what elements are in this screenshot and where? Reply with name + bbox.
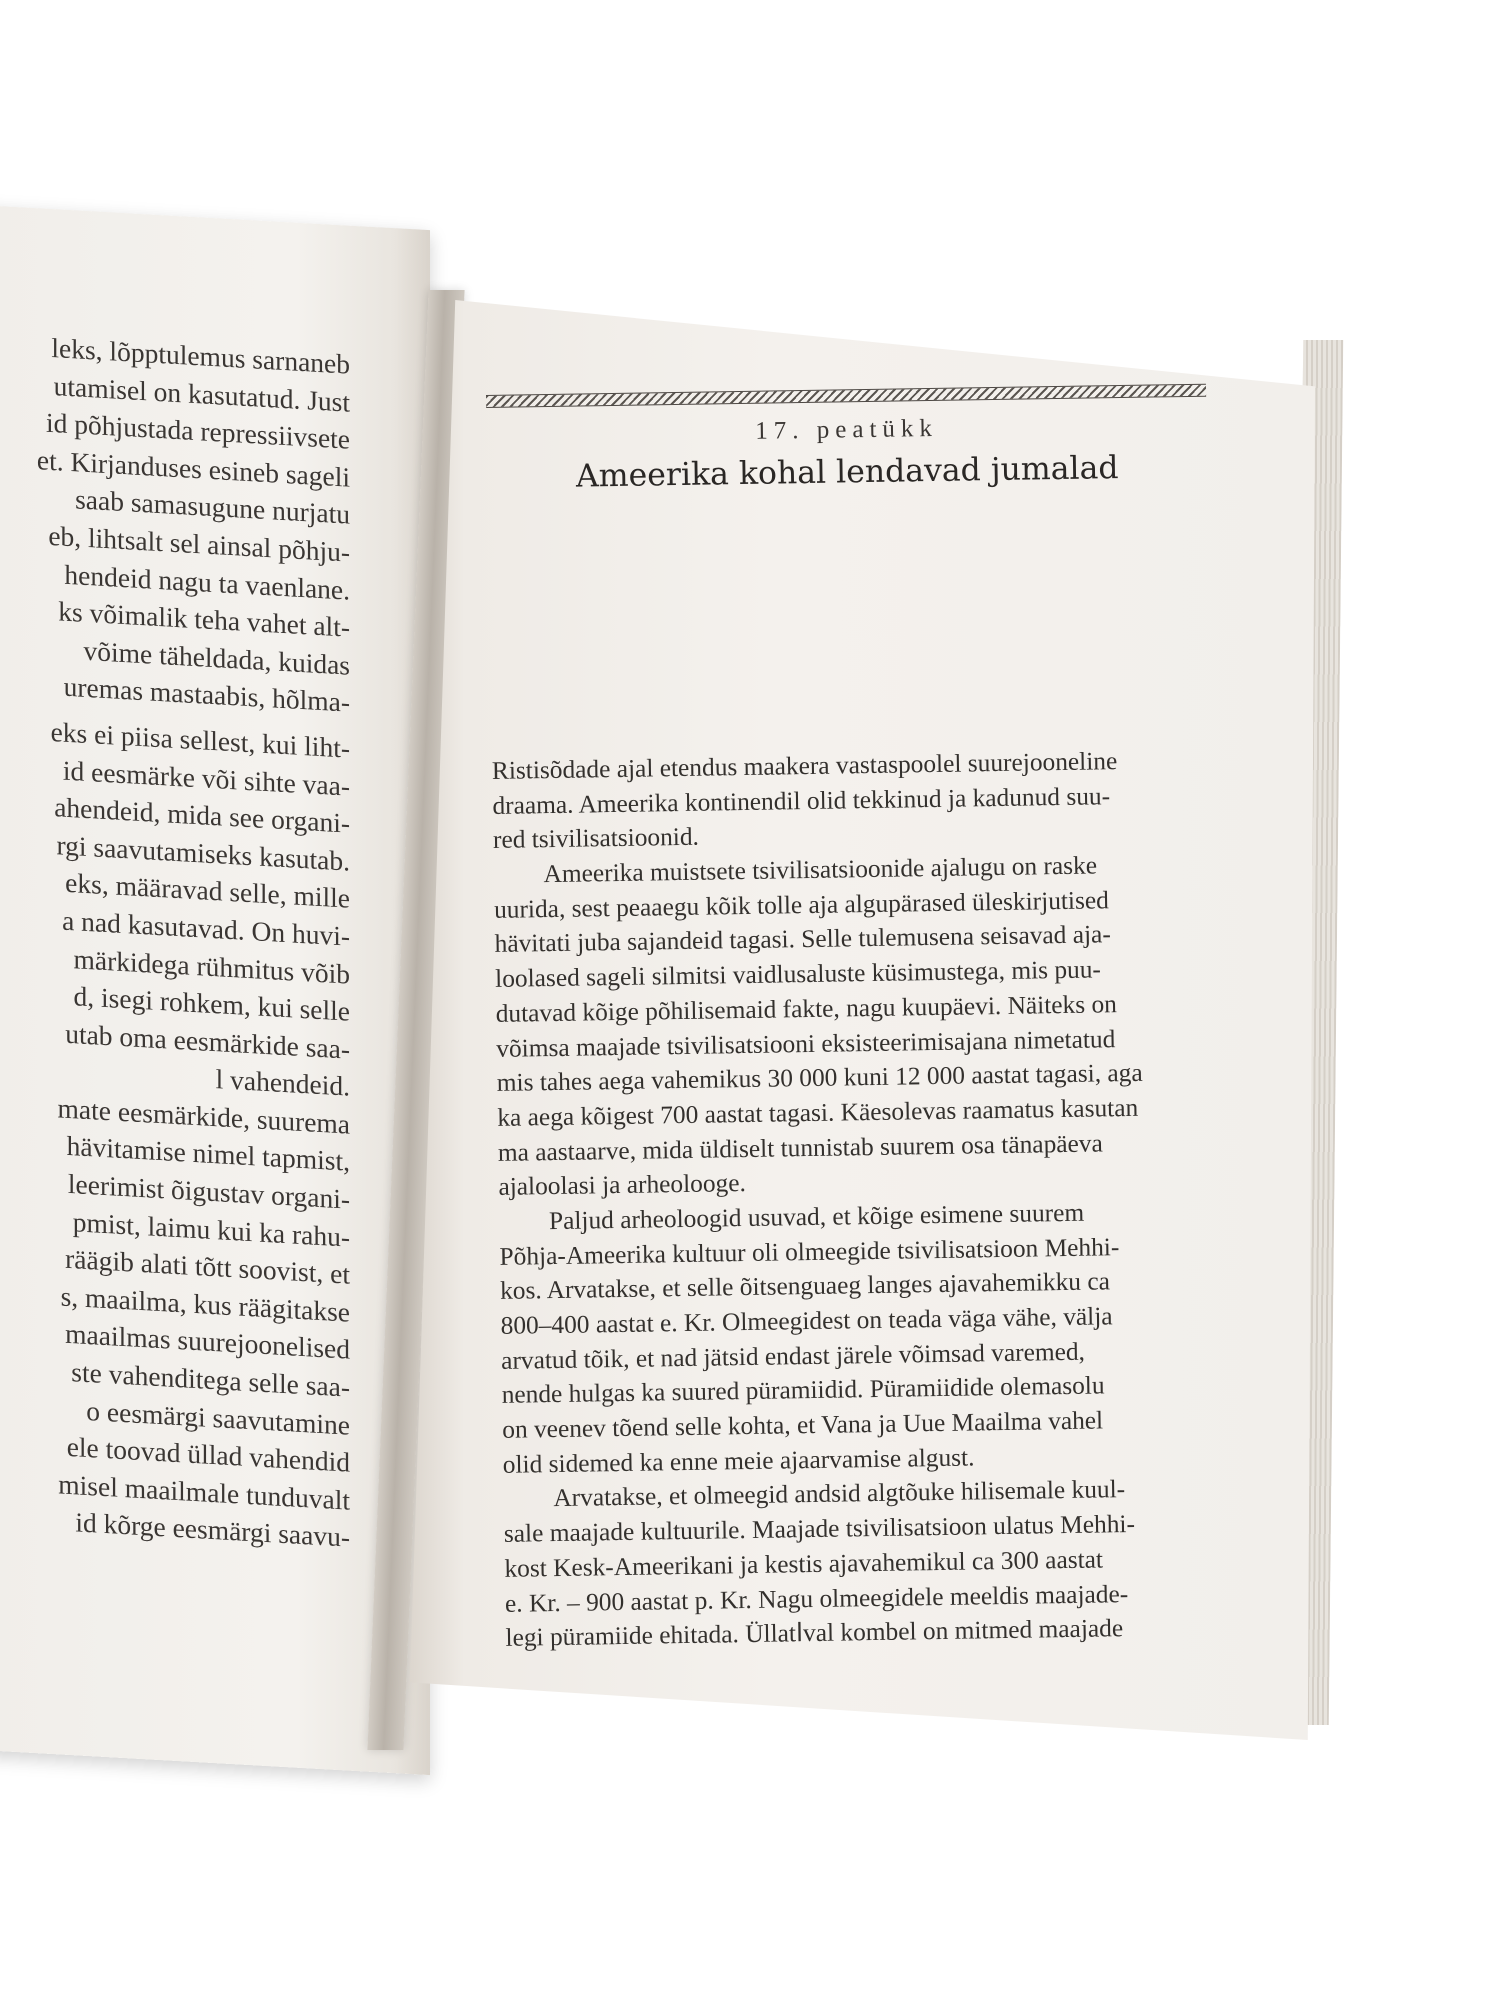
body-line: Põhja-Ameerika kultuur oli olmeegide tsivilisatsioon Mehhi- — [499, 1232, 1120, 1271]
left-page-line: ks võimalik teha vahet alt- — [58, 595, 350, 643]
left-page-line: eks ei piisa sellest, kui liht- — [50, 715, 350, 764]
body-line: arvatud tõik, et nad jätsid endast järele võimsad varemed, — [500, 1337, 1086, 1375]
left-page-line: mate eesmärkide, suurema — [57, 1092, 350, 1140]
left-page-line: hävitamise nimel tapmist, — [66, 1130, 350, 1178]
body-line: Paljud arheoloogid usuvad, et kõige esimene suurem — [548, 1198, 1085, 1236]
body-line: mis tahes aega vahemikus 30 000 kuni 12 000 aastat tagasi, aga — [496, 1058, 1143, 1098]
body-line: Ameerika muistsete tsivilisatsioonide ajalugu on raske — [543, 851, 1098, 889]
left-page-line: saab samasugune nurjatu — [75, 483, 350, 531]
body-line: ma aastaarve, mida üldiselt tunnistab suurem osa tänapäeva — [497, 1128, 1103, 1167]
body-line: ajaloolasi ja arheolooge. — [498, 1169, 747, 1202]
left-page-line: eb, lihtsalt sel ainsal põhju- — [48, 519, 350, 568]
body-line: sale maajade kultuurile. Maajade tsivilisatsioon ulatus Mehhi- — [503, 1510, 1136, 1548]
chapter-number: 17. peatükk — [755, 414, 939, 445]
left-page-line: rgi saavutamiseks kasutab. — [56, 828, 350, 877]
left-page-line: leerimist õigustav organi- — [67, 1167, 350, 1215]
left-page-line: leks, lõpptulemus sarnaneb — [51, 331, 350, 380]
body-line: e. Kr. – 900 aastat p. Kr. Nagu olmeegidele meeldis maajade- — [504, 1579, 1129, 1618]
body-line: Ristisõdade ajal etendus maakera vastaspoolel suurejooneline — [491, 747, 1118, 785]
left-page-line: uremas mastaabis, hõlma- — [63, 671, 350, 719]
body-line: olid sidemed ka enne meie ajaarvamise algust. — [502, 1443, 975, 1479]
chapter-body-text — [492, 743, 1226, 1656]
left-page-line: hendeid nagu ta vaenlane. — [64, 558, 350, 606]
left-page-line: l vahendeid. — [215, 1063, 350, 1102]
body-line: dutavad kõige põhilisemaid fakte, nagu kuupäevi. Näiteks on — [495, 989, 1118, 1028]
left-page-line: id eesmärke või sihte vaa- — [62, 754, 350, 802]
left-page-line: a nad kasutavad. On huvi- — [62, 904, 350, 952]
left-page-line: o eesmärgi saavutamine — [86, 1394, 350, 1441]
left-page-line: id kõrge eesmärgi saavu- — [75, 1506, 350, 1554]
left-page-line: märkidega rühmitus võib — [73, 942, 350, 990]
left-page — [0, 205, 430, 1775]
body-line: nende hulgas ka suured püramiidid. Püramiidide olemasolu — [501, 1371, 1105, 1410]
left-page-line: võime täheldada, kuidas — [83, 634, 350, 681]
body-line: uurida, sest peaaegu kõik tolle aja algupärased üleskirjutised — [493, 886, 1110, 924]
body-line: 800–400 aastat e. Kr. Olmeegidest on teada väga vähe, välja — [500, 1302, 1113, 1340]
body-line: legi püramiide ehitada. Üllatاval kombel on mitmed maajade — [505, 1614, 1124, 1653]
left-page-line: pmist, laimu kui ka rahu- — [72, 1205, 350, 1253]
body-line: kos. Arvatakse, et selle õitsenguaeg langes ajavahemikku ca — [499, 1267, 1111, 1306]
left-page-line: ahendeid, mida see organi- — [54, 791, 350, 839]
body-line: draama. Ameerika kontinendil olid tekkinud ja kadunud suu- — [492, 781, 1111, 820]
left-page-line: utamisel on kasutatud. Just — [53, 369, 350, 418]
left-page-line: s, maailma, kus räägitakse — [60, 1280, 350, 1328]
body-line: Arvatakse, et olmeegid andsid algtõuke hilisemale kuul- — [553, 1475, 1126, 1513]
left-page-line: id põhjustada repressiivsete — [46, 406, 350, 455]
left-page-line: et. Kirjanduses esineb sageli — [36, 443, 350, 493]
left-page-line: räägib alati tõtt soovist, et — [65, 1243, 350, 1290]
left-page-line: ste vahenditega selle saa- — [71, 1356, 350, 1403]
left-page-line: ele toovad üllad vahendid — [66, 1431, 350, 1478]
left-page-line: d, isegi rohkem, kui selle — [73, 980, 350, 1027]
left-page-line: utab oma eesmärkide saa- — [65, 1017, 350, 1065]
left-page-line: eks, määravad selle, mille — [65, 867, 350, 914]
left-page-text — [0, 325, 350, 1557]
right-page-content — [486, 384, 1226, 1656]
body-line: võimsa maajade tsivilisatsiooni eksisteerimisajana nimetatud — [496, 1024, 1116, 1063]
body-line: on veenev tõend selle kohta, et Vana ja Uue Maailma vahel — [502, 1406, 1104, 1444]
chapter-title: Ameerika kohal lendavad jumalad — [575, 450, 1119, 495]
body-line: red tsivilisatsioonid. — [492, 823, 700, 855]
left-page-line: maailmas suurejoonelised — [65, 1318, 350, 1366]
left-page-line: misel maailmale tunduvalt — [58, 1468, 350, 1516]
body-line: ka aega kõigest 700 aastat tagasi. Käesolevas raamatus kasutan — [497, 1093, 1139, 1132]
body-line: kost Kesk-Ameerikani ja kestis ajavahemikul ca 300 aastat — [504, 1545, 1104, 1583]
body-line: loolased sageli silmitsi vaidlusaluste küsimustega, mis puu- — [494, 955, 1102, 994]
body-line: hävitati juba sajandeid tagasi. Selle tulemusena seisavad aja- — [494, 920, 1112, 959]
